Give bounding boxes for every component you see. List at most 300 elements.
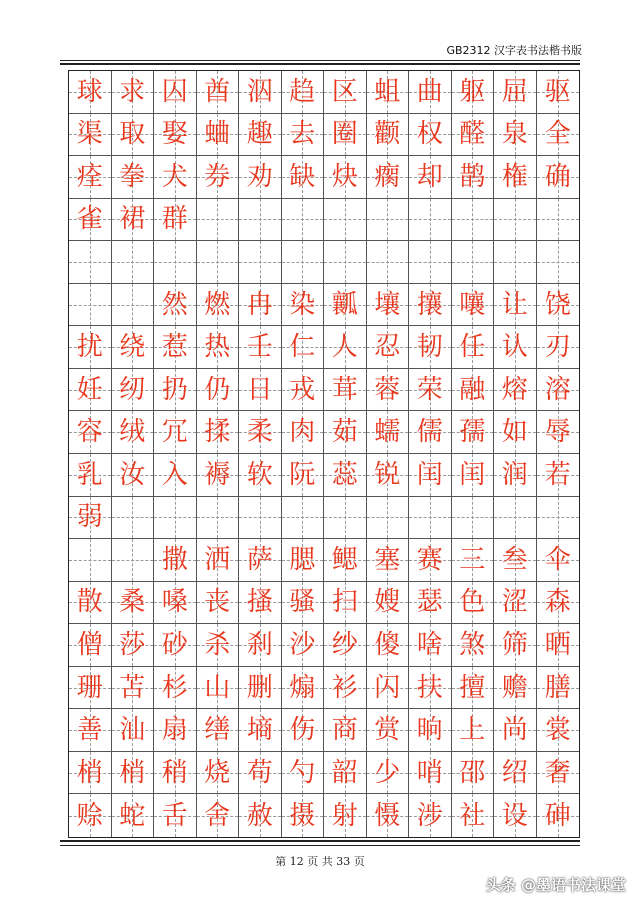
grid-cell (154, 241, 197, 284)
calligraphy-character: 奢 (544, 757, 571, 788)
calligraphy-character: 舍 (204, 800, 231, 831)
grid-cell (452, 624, 495, 667)
calligraphy-character: 仁 (289, 332, 316, 363)
grid-cell (239, 709, 282, 752)
calligraphy-character: 设 (501, 800, 528, 831)
calligraphy-character: 莎 (119, 629, 146, 660)
practice-grid (68, 70, 580, 838)
grid-cell (282, 624, 325, 667)
calligraphy-character: 娶 (161, 119, 188, 150)
calligraphy-character: 锐 (374, 459, 401, 490)
calligraphy-character: 绍 (501, 757, 528, 788)
calligraphy-character: 褥 (204, 459, 231, 490)
grid-cell (69, 284, 112, 327)
grid-cell (324, 582, 367, 625)
calligraphy-character: 纱 (331, 629, 358, 660)
calligraphy-character: 善 (76, 715, 103, 746)
grid-cell (452, 71, 495, 114)
grid-cell (239, 667, 282, 710)
calligraphy-character: 求 (119, 76, 146, 107)
calligraphy-character: 筛 (501, 629, 528, 660)
grid-cell (409, 624, 452, 667)
grid-cell (197, 411, 240, 454)
grid-cell (154, 539, 197, 582)
grid-cell (239, 326, 282, 369)
calligraphy-character: 揉 (204, 417, 231, 448)
calligraphy-character: 膳 (544, 672, 571, 703)
calligraphy-character: 瘸 (374, 161, 401, 192)
calligraphy-character: 热 (204, 332, 231, 363)
calligraphy-character: 群 (161, 204, 188, 235)
grid-cell (324, 539, 367, 582)
calligraphy-character: 乳 (76, 459, 103, 490)
grid-cell (112, 284, 155, 327)
calligraphy-character: 如 (501, 417, 528, 448)
grid-cell (452, 539, 495, 582)
grid-cell (154, 709, 197, 752)
calligraphy-character: 蠕 (374, 417, 401, 448)
calligraphy-character: 壤 (374, 289, 401, 320)
grid-cell (154, 114, 197, 157)
grid-cell (69, 369, 112, 412)
grid-cell (69, 709, 112, 752)
grid-cell (409, 454, 452, 497)
grid-cell (494, 624, 537, 667)
calligraphy-character: 阮 (289, 459, 316, 490)
grid-cell (282, 114, 325, 157)
grid-cell (197, 369, 240, 412)
grid-cell (324, 624, 367, 667)
calligraphy-character: 劝 (246, 161, 273, 192)
calligraphy-character: 惹 (161, 332, 188, 363)
grid-cell (282, 411, 325, 454)
grid-cell (282, 369, 325, 412)
grid-cell (112, 794, 155, 837)
grid-cell (324, 752, 367, 795)
calligraphy-character: 僧 (76, 629, 103, 660)
grid-cell (537, 752, 580, 795)
grid-cell (239, 114, 282, 157)
grid-cell (239, 241, 282, 284)
calligraphy-character: 梢 (76, 757, 103, 788)
calligraphy-character: 瓤 (331, 289, 358, 320)
calligraphy-character: 攘 (416, 289, 443, 320)
calligraphy-character: 丧 (204, 587, 231, 618)
grid-cell (112, 582, 155, 625)
grid-cell (197, 114, 240, 157)
grid-cell (367, 326, 410, 369)
grid-cell (452, 667, 495, 710)
calligraphy-character: 溶 (544, 374, 571, 405)
grid-cell (537, 624, 580, 667)
grid-cell (112, 752, 155, 795)
grid-cell (197, 709, 240, 752)
calligraphy-character: 邵 (459, 757, 486, 788)
calligraphy-character: 搔 (246, 587, 273, 618)
calligraphy-character: 梢 (119, 757, 146, 788)
grid-cell (494, 114, 537, 157)
calligraphy-character: 却 (416, 161, 443, 192)
grid-cell (409, 752, 452, 795)
calligraphy-character: 融 (459, 374, 486, 405)
grid-cell (112, 497, 155, 540)
grid-cell (69, 411, 112, 454)
grid-cell (452, 369, 495, 412)
grid-cell (282, 199, 325, 242)
grid-cell (537, 71, 580, 114)
grid-cell (197, 582, 240, 625)
calligraphy-character: 烧 (204, 757, 231, 788)
grid-cell (409, 667, 452, 710)
calligraphy-character: 嫂 (374, 587, 401, 618)
calligraphy-character: 痊 (76, 161, 103, 192)
grid-cell (154, 497, 197, 540)
calligraphy-character: 啥 (416, 629, 443, 660)
calligraphy-character: 山 (204, 672, 231, 703)
calligraphy-character: 蛆 (374, 76, 401, 107)
calligraphy-character: 韧 (416, 332, 443, 363)
calligraphy-character: 洒 (204, 544, 231, 575)
grid-cell (494, 326, 537, 369)
grid-cell (452, 326, 495, 369)
grid-cell (324, 156, 367, 199)
calligraphy-character: 赛 (416, 544, 443, 575)
calligraphy-character: 肉 (289, 417, 316, 448)
calligraphy-character: 骚 (289, 587, 316, 618)
calligraphy-character: 扇 (161, 715, 188, 746)
grid-cell (324, 794, 367, 837)
grid-cell (409, 284, 452, 327)
grid-cell (112, 369, 155, 412)
grid-cell (197, 667, 240, 710)
grid-cell (69, 794, 112, 837)
grid-cell (494, 709, 537, 752)
grid-cell (367, 369, 410, 412)
calligraphy-character: 扔 (161, 374, 188, 405)
calligraphy-character: 雀 (76, 204, 103, 235)
grid-cell (367, 114, 410, 157)
grid-cell (154, 156, 197, 199)
grid-cell (494, 497, 537, 540)
grid-cell (324, 241, 367, 284)
calligraphy-character: 日 (246, 374, 273, 405)
calligraphy-character: 三 (459, 544, 486, 575)
calligraphy-character: 瑟 (416, 587, 443, 618)
grid-cell (494, 241, 537, 284)
grid-cell (69, 71, 112, 114)
calligraphy-character: 衫 (331, 672, 358, 703)
calligraphy-character: 裙 (119, 204, 146, 235)
grid-cell (537, 667, 580, 710)
calligraphy-character: 権 (501, 161, 528, 192)
calligraphy-character: 稍 (161, 757, 188, 788)
calligraphy-character: 少 (374, 757, 401, 788)
grid-cell (324, 411, 367, 454)
calligraphy-character: 认 (501, 332, 528, 363)
calligraphy-character: 戎 (289, 374, 316, 405)
grid-cell (69, 454, 112, 497)
calligraphy-character: 上 (459, 715, 486, 746)
calligraphy-character: 尚 (501, 715, 528, 746)
grid-cell (197, 71, 240, 114)
grid-cell (367, 156, 410, 199)
grid-cell (324, 709, 367, 752)
calligraphy-character: 煞 (459, 629, 486, 660)
calligraphy-character: 扫 (331, 587, 358, 618)
calligraphy-character: 冉 (246, 289, 273, 320)
calligraphy-character: 勺 (289, 757, 316, 788)
footer-rule-thick (60, 840, 580, 842)
grid-cell (197, 752, 240, 795)
calligraphy-character: 蓉 (374, 374, 401, 405)
grid-cell (324, 199, 367, 242)
grid-cell (409, 241, 452, 284)
grid-cell (239, 199, 282, 242)
calligraphy-character: 伞 (544, 544, 571, 575)
grid-cell (537, 497, 580, 540)
grid-cell (282, 539, 325, 582)
calligraphy-character: 闰 (416, 459, 443, 490)
grid-cell (282, 284, 325, 327)
calligraphy-character: 缺 (289, 161, 316, 192)
grid-cell (197, 241, 240, 284)
calligraphy-character: 散 (76, 587, 103, 618)
grid-cell (494, 794, 537, 837)
grid-cell (197, 497, 240, 540)
calligraphy-character: 确 (544, 161, 571, 192)
grid-cell (452, 241, 495, 284)
grid-cell (112, 667, 155, 710)
grid-cell (282, 156, 325, 199)
calligraphy-character: 若 (544, 459, 571, 490)
calligraphy-character: 壬 (246, 332, 273, 363)
grid-cell (112, 411, 155, 454)
calligraphy-character: 颧 (374, 119, 401, 150)
grid-cell (69, 539, 112, 582)
grid-cell (112, 156, 155, 199)
calligraphy-character: 哨 (416, 757, 443, 788)
grid-cell (282, 752, 325, 795)
grid-cell (537, 582, 580, 625)
grid-cell (197, 454, 240, 497)
grid-cell (367, 284, 410, 327)
calligraphy-character: 趋 (289, 76, 316, 107)
grid-cell (537, 411, 580, 454)
grid-cell (282, 454, 325, 497)
calligraphy-character: 人 (331, 332, 358, 363)
calligraphy-character: 蕊 (331, 459, 358, 490)
grid-cell (367, 71, 410, 114)
grid-cell (112, 114, 155, 157)
grid-cell (154, 411, 197, 454)
calligraphy-character: 仍 (204, 374, 231, 405)
calligraphy-character: 纫 (119, 374, 146, 405)
grid-cell (112, 241, 155, 284)
grid-cell (154, 284, 197, 327)
grid-cell (324, 326, 367, 369)
grid-cell (367, 241, 410, 284)
calligraphy-character: 晌 (416, 715, 443, 746)
grid-cell (239, 284, 282, 327)
calligraphy-character: 汝 (119, 459, 146, 490)
grid-cell (494, 369, 537, 412)
grid-cell (367, 497, 410, 540)
calligraphy-character: 缮 (204, 715, 231, 746)
calligraphy-character: 燃 (204, 289, 231, 320)
grid-cell (367, 199, 410, 242)
calligraphy-character: 柔 (246, 417, 273, 448)
grid-cell (197, 539, 240, 582)
grid-cell (69, 326, 112, 369)
grid-cell (367, 667, 410, 710)
calligraphy-character: 叁 (501, 544, 528, 575)
grid-cell (239, 454, 282, 497)
grid-cell (367, 454, 410, 497)
grid-cell (494, 411, 537, 454)
grid-cell (324, 71, 367, 114)
grid-cell (69, 497, 112, 540)
calligraphy-character: 辱 (544, 417, 571, 448)
calligraphy-character: 驱 (544, 76, 571, 107)
grid-cell (69, 582, 112, 625)
calligraphy-character: 熔 (501, 374, 528, 405)
header-rule-thin (60, 60, 580, 61)
calligraphy-character: 珊 (76, 672, 103, 703)
calligraphy-character: 蛐 (204, 119, 231, 150)
calligraphy-character: 赊 (76, 800, 103, 831)
calligraphy-character: 杀 (204, 629, 231, 660)
grid-cell (452, 709, 495, 752)
calligraphy-character: 酋 (204, 76, 231, 107)
calligraphy-character: 扶 (416, 672, 443, 703)
calligraphy-character: 润 (501, 459, 528, 490)
calligraphy-character: 炔 (331, 161, 358, 192)
grid-cell (282, 667, 325, 710)
grid-cell (69, 752, 112, 795)
grid-cell (537, 156, 580, 199)
calligraphy-character: 闰 (459, 459, 486, 490)
calligraphy-character: 杉 (161, 672, 188, 703)
calligraphy-character: 染 (289, 289, 316, 320)
grid-cell (409, 71, 452, 114)
grid-cell (367, 411, 410, 454)
calligraphy-character: 冗 (161, 417, 188, 448)
calligraphy-character: 涩 (501, 587, 528, 618)
calligraphy-character: 萨 (246, 544, 273, 575)
calligraphy-character: 刹 (246, 629, 273, 660)
grid-cell (537, 241, 580, 284)
calligraphy-character: 屈 (501, 76, 528, 107)
grid-cell (112, 71, 155, 114)
calligraphy-character: 绒 (119, 417, 146, 448)
grid-cell (324, 667, 367, 710)
calligraphy-character: 砂 (161, 629, 188, 660)
calligraphy-character: 妊 (76, 374, 103, 405)
grid-cell (367, 539, 410, 582)
calligraphy-character: 权 (416, 119, 443, 150)
grid-cell (409, 156, 452, 199)
grid-cell (452, 582, 495, 625)
grid-cell (282, 497, 325, 540)
grid-cell (154, 794, 197, 837)
calligraphy-character: 荣 (416, 374, 443, 405)
calligraphy-character: 饶 (544, 289, 571, 320)
grid-cell (409, 114, 452, 157)
calligraphy-character: 涉 (416, 800, 443, 831)
calligraphy-character: 删 (246, 672, 273, 703)
grid-cell (494, 71, 537, 114)
calligraphy-character: 森 (544, 587, 571, 618)
calligraphy-character: 孺 (459, 417, 486, 448)
calligraphy-character: 泉 (501, 119, 528, 150)
grid-cell (112, 539, 155, 582)
grid-cell (494, 454, 537, 497)
grid-cell (239, 369, 282, 412)
calligraphy-character: 砷 (544, 800, 571, 831)
grid-cell (154, 454, 197, 497)
grid-cell (282, 241, 325, 284)
calligraphy-character: 弱 (76, 502, 103, 533)
calligraphy-character: 墒 (246, 715, 273, 746)
calligraphy-character: 撒 (161, 544, 188, 575)
calligraphy-character: 擅 (459, 672, 486, 703)
calligraphy-character: 曲 (416, 76, 443, 107)
calligraphy-character: 儒 (416, 417, 443, 448)
grid-cell (452, 497, 495, 540)
grid-cell (409, 199, 452, 242)
grid-cell (409, 582, 452, 625)
grid-cell (239, 156, 282, 199)
grid-cell (409, 411, 452, 454)
grid-cell (452, 156, 495, 199)
grid-cell (409, 709, 452, 752)
calligraphy-character: 去 (289, 119, 316, 150)
calligraphy-character: 塞 (374, 544, 401, 575)
grid-cell (239, 752, 282, 795)
grid-cell (282, 71, 325, 114)
grid-cell (494, 156, 537, 199)
grid-cell (367, 582, 410, 625)
grid-cell (239, 539, 282, 582)
grid-cell (112, 454, 155, 497)
grid-cell (409, 369, 452, 412)
calligraphy-character: 刃 (544, 332, 571, 363)
calligraphy-character: 蛇 (119, 800, 146, 831)
calligraphy-character: 绕 (119, 332, 146, 363)
footer-rule-thin (60, 845, 580, 846)
calligraphy-character: 泅 (246, 76, 273, 107)
calligraphy-character: 然 (161, 289, 188, 320)
calligraphy-character: 忍 (374, 332, 401, 363)
calligraphy-character: 区 (331, 76, 358, 107)
grid-cell (452, 454, 495, 497)
grid-cell (367, 709, 410, 752)
grid-cell (239, 624, 282, 667)
grid-cell (239, 71, 282, 114)
grid-cell (452, 114, 495, 157)
calligraphy-character: 入 (161, 459, 188, 490)
grid-cell (112, 199, 155, 242)
grid-cell (154, 752, 197, 795)
grid-cell (69, 241, 112, 284)
calligraphy-character: 扰 (76, 332, 103, 363)
calligraphy-character: 韶 (331, 757, 358, 788)
grid-cell (452, 411, 495, 454)
grid-cell (537, 199, 580, 242)
grid-cell (112, 326, 155, 369)
calligraphy-character: 商 (331, 715, 358, 746)
grid-cell (409, 497, 452, 540)
